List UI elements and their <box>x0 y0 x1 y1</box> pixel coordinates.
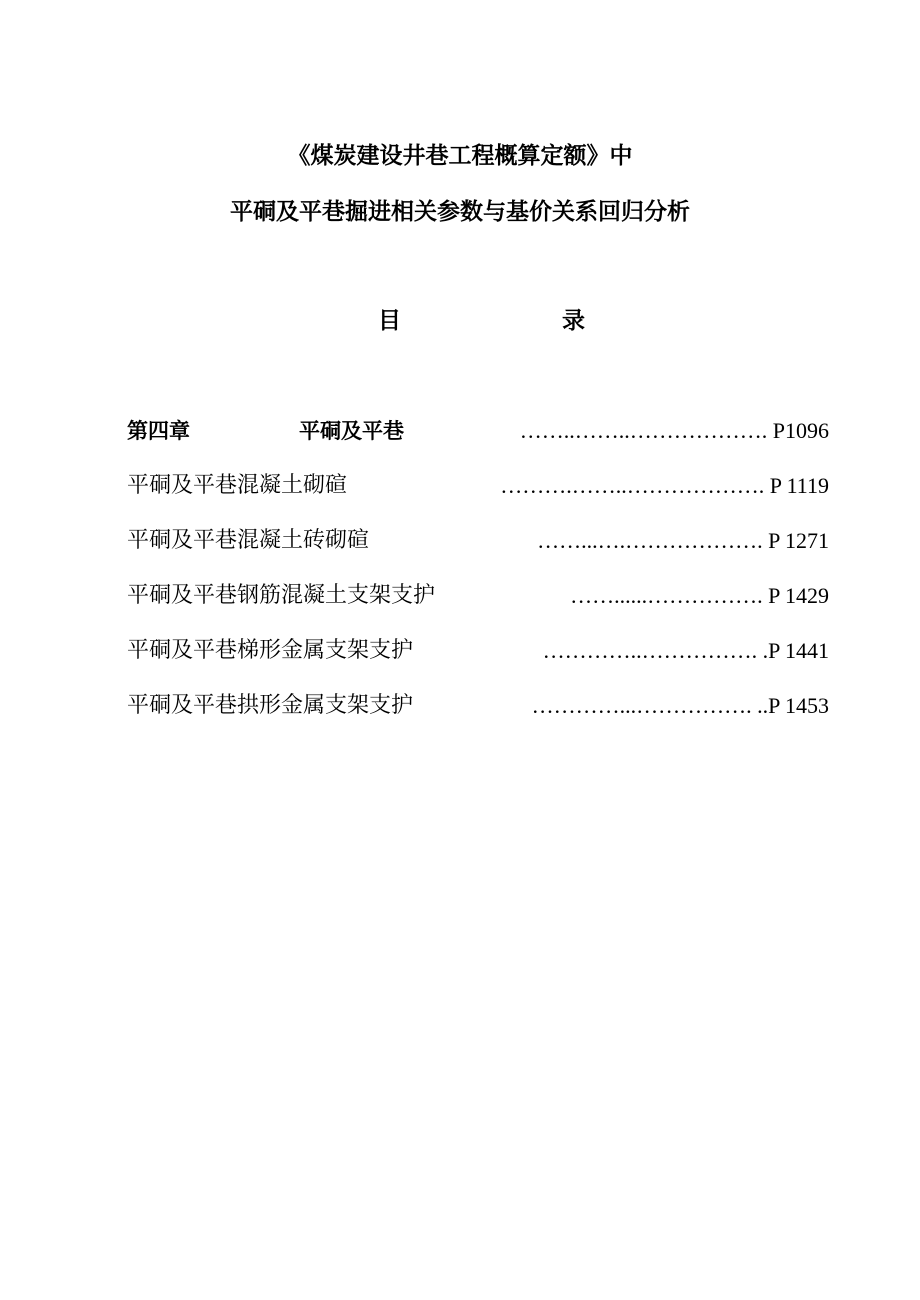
toc-leader: ……….……..………………. <box>500 473 770 498</box>
toc-page-number: P 1441 <box>768 638 829 663</box>
toc-entry-title: 平硐及平巷拱形金属支架支护 <box>127 693 414 718</box>
toc-chapter-entry[interactable] <box>127 414 829 448</box>
toc-entry[interactable] <box>127 469 829 503</box>
toc-entry-title: 平硐及平巷梯形金属支架支护 <box>127 638 414 663</box>
toc-page-number: P1096 <box>772 418 829 443</box>
toc-heading-char-1: 目 <box>378 308 401 334</box>
toc-entry-title: 平硐及平巷混凝土砖砌碹 <box>127 528 370 553</box>
toc-entry-leader-and-page <box>537 524 829 558</box>
toc-entry-title: 平硐及平巷钢筋混凝土支架支护 <box>127 583 436 608</box>
toc-chapter-title: 平硐及平巷 <box>299 419 404 443</box>
toc-page-number: P 1453 <box>768 693 829 718</box>
toc-leader: ……......……………. <box>570 583 769 608</box>
toc-entry[interactable] <box>127 634 829 668</box>
toc-entry[interactable] <box>127 524 829 558</box>
toc-entry-leader-and-page <box>500 469 829 503</box>
toc-heading <box>0 304 920 338</box>
toc-entry[interactable] <box>127 579 829 613</box>
toc-entry[interactable] <box>127 689 829 723</box>
toc-chapter-leader-and-page <box>520 414 829 448</box>
toc-leader: ……..……..………………. <box>519 418 773 443</box>
toc-entry-leader-and-page <box>532 689 829 723</box>
toc-entry-leader-and-page <box>570 579 829 613</box>
toc-page-number: P 1119 <box>769 473 829 498</box>
toc-chapter-number: 第四章 <box>127 419 190 443</box>
document-title-line-2: 平硐及平巷掘进相关参数与基价关系回归分析 <box>230 199 690 225</box>
toc-leader: …………..……………. . <box>542 638 769 663</box>
toc-page-number: P 1271 <box>768 528 829 553</box>
document-title-line-1: 《煤炭建设井巷工程概算定额》中 <box>287 143 633 169</box>
toc-entry-title: 平硐及平巷混凝土砌碹 <box>127 473 348 498</box>
toc-entry-leader-and-page <box>543 634 829 668</box>
toc-page-number: P 1429 <box>768 583 829 608</box>
toc-leader: …………...……………. .. <box>531 693 769 718</box>
toc-leader: ……...….………………. <box>537 528 769 553</box>
toc-heading-char-2: 录 <box>562 308 585 334</box>
